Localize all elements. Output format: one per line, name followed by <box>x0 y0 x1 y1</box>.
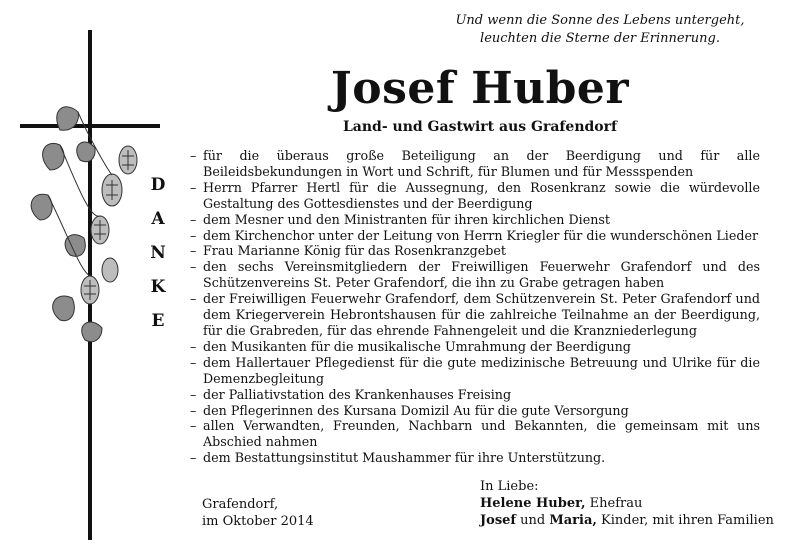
signature-name: Maria, <box>549 513 597 528</box>
danke-letter: E <box>151 311 165 331</box>
list-item: – allen Verwandten, Freunden, Nachbarn und Bekannten, die gemeinsam mit uns Abschied nahmen <box>190 418 760 450</box>
list-item: – den Musikanten für die musikalische Umrahmung der Beerdigung <box>190 339 760 355</box>
list-item: – dem Mesner und den Ministranten für ihren kirchlichen Dienst <box>190 212 760 228</box>
signature-role: Ehefrau <box>585 496 643 511</box>
danke-letter: N <box>150 243 166 263</box>
place-city: Grafendorf, <box>202 497 279 512</box>
quote-line-1: Und wenn die Sonne des Lebens untergeht, <box>455 13 745 28</box>
signature-connector: und <box>516 513 550 528</box>
signature-line-2 <box>480 512 774 529</box>
deceased-description: Land- und Gastwirt aus Grafendorf <box>342 119 618 135</box>
signature-heading: In Liebe: <box>480 479 539 494</box>
list-item: – der Freiwilligen Feuerwehr Grafendorf, dem Schützenverein St. Peter Grafendorf und dem Kriegerverein Hebrontshausen für die zahlreiche Teilnahme an der Beerdigung, für die Grabreden, für das ehrende Fahnengeleit und die Kranzniederlegung <box>190 291 760 339</box>
thanks-list <box>190 148 760 466</box>
list-item: – dem Kirchenchor unter der Leitung von Herrn Kriegler für die wunderschönen Lieder <box>190 228 760 244</box>
deceased-name: Josef Huber <box>330 63 630 114</box>
danke-letter: D <box>150 175 166 195</box>
signature-name: Helene Huber, <box>480 496 586 511</box>
quote-line-2: leuchten die Sterne der Erinnerung. <box>480 31 720 46</box>
list-item: – für die überaus große Beteiligung an der Beerdigung und für alle Beileidsbekundungen in Wort und Schrift, für Blumen und für Messspenden <box>190 148 760 180</box>
danke-letter: A <box>151 209 165 229</box>
signature-line-1 <box>480 495 774 512</box>
list-item: – dem Bestattungsinstitut Maushammer für ihre Unterstützung. <box>190 450 760 466</box>
list-item: – den Pflegerinnen des Kursana Domizil Au für die gute Versorgung <box>190 403 760 419</box>
list-item: – dem Hallertauer Pflegedienst für die gute medizinische Betreuung und Ulrike für die Demenzbegleitung <box>190 355 760 387</box>
list-item: – Frau Marianne König für das Rosenkranzgebet <box>190 243 760 259</box>
signature-name: Josef <box>480 513 517 528</box>
danke-letter: K <box>150 277 166 297</box>
list-item: – den sechs Vereinsmitgliedern der Freiwilligen Feuerwehr Grafendorf und des Schützenvereins St. Peter Grafendorf, die ihn zu Grabe getragen haben <box>190 259 760 291</box>
list-item: – der Palliativstation des Krankenhauses Freising <box>190 387 760 403</box>
memorial-quote <box>440 12 760 48</box>
place-month: im Oktober 2014 <box>202 514 314 529</box>
signature-block <box>480 478 774 529</box>
list-item: – Herrn Pfarrer Hertl für die Aussegnung, den Rosenkranz sowie die würdevolle Gestaltung des Gottesdienstes und der Beerdigung <box>190 180 760 212</box>
signature-role: Kinder, mit ihren Familien <box>596 513 774 528</box>
place-date <box>202 496 314 530</box>
danke-vertical-word <box>140 168 176 338</box>
